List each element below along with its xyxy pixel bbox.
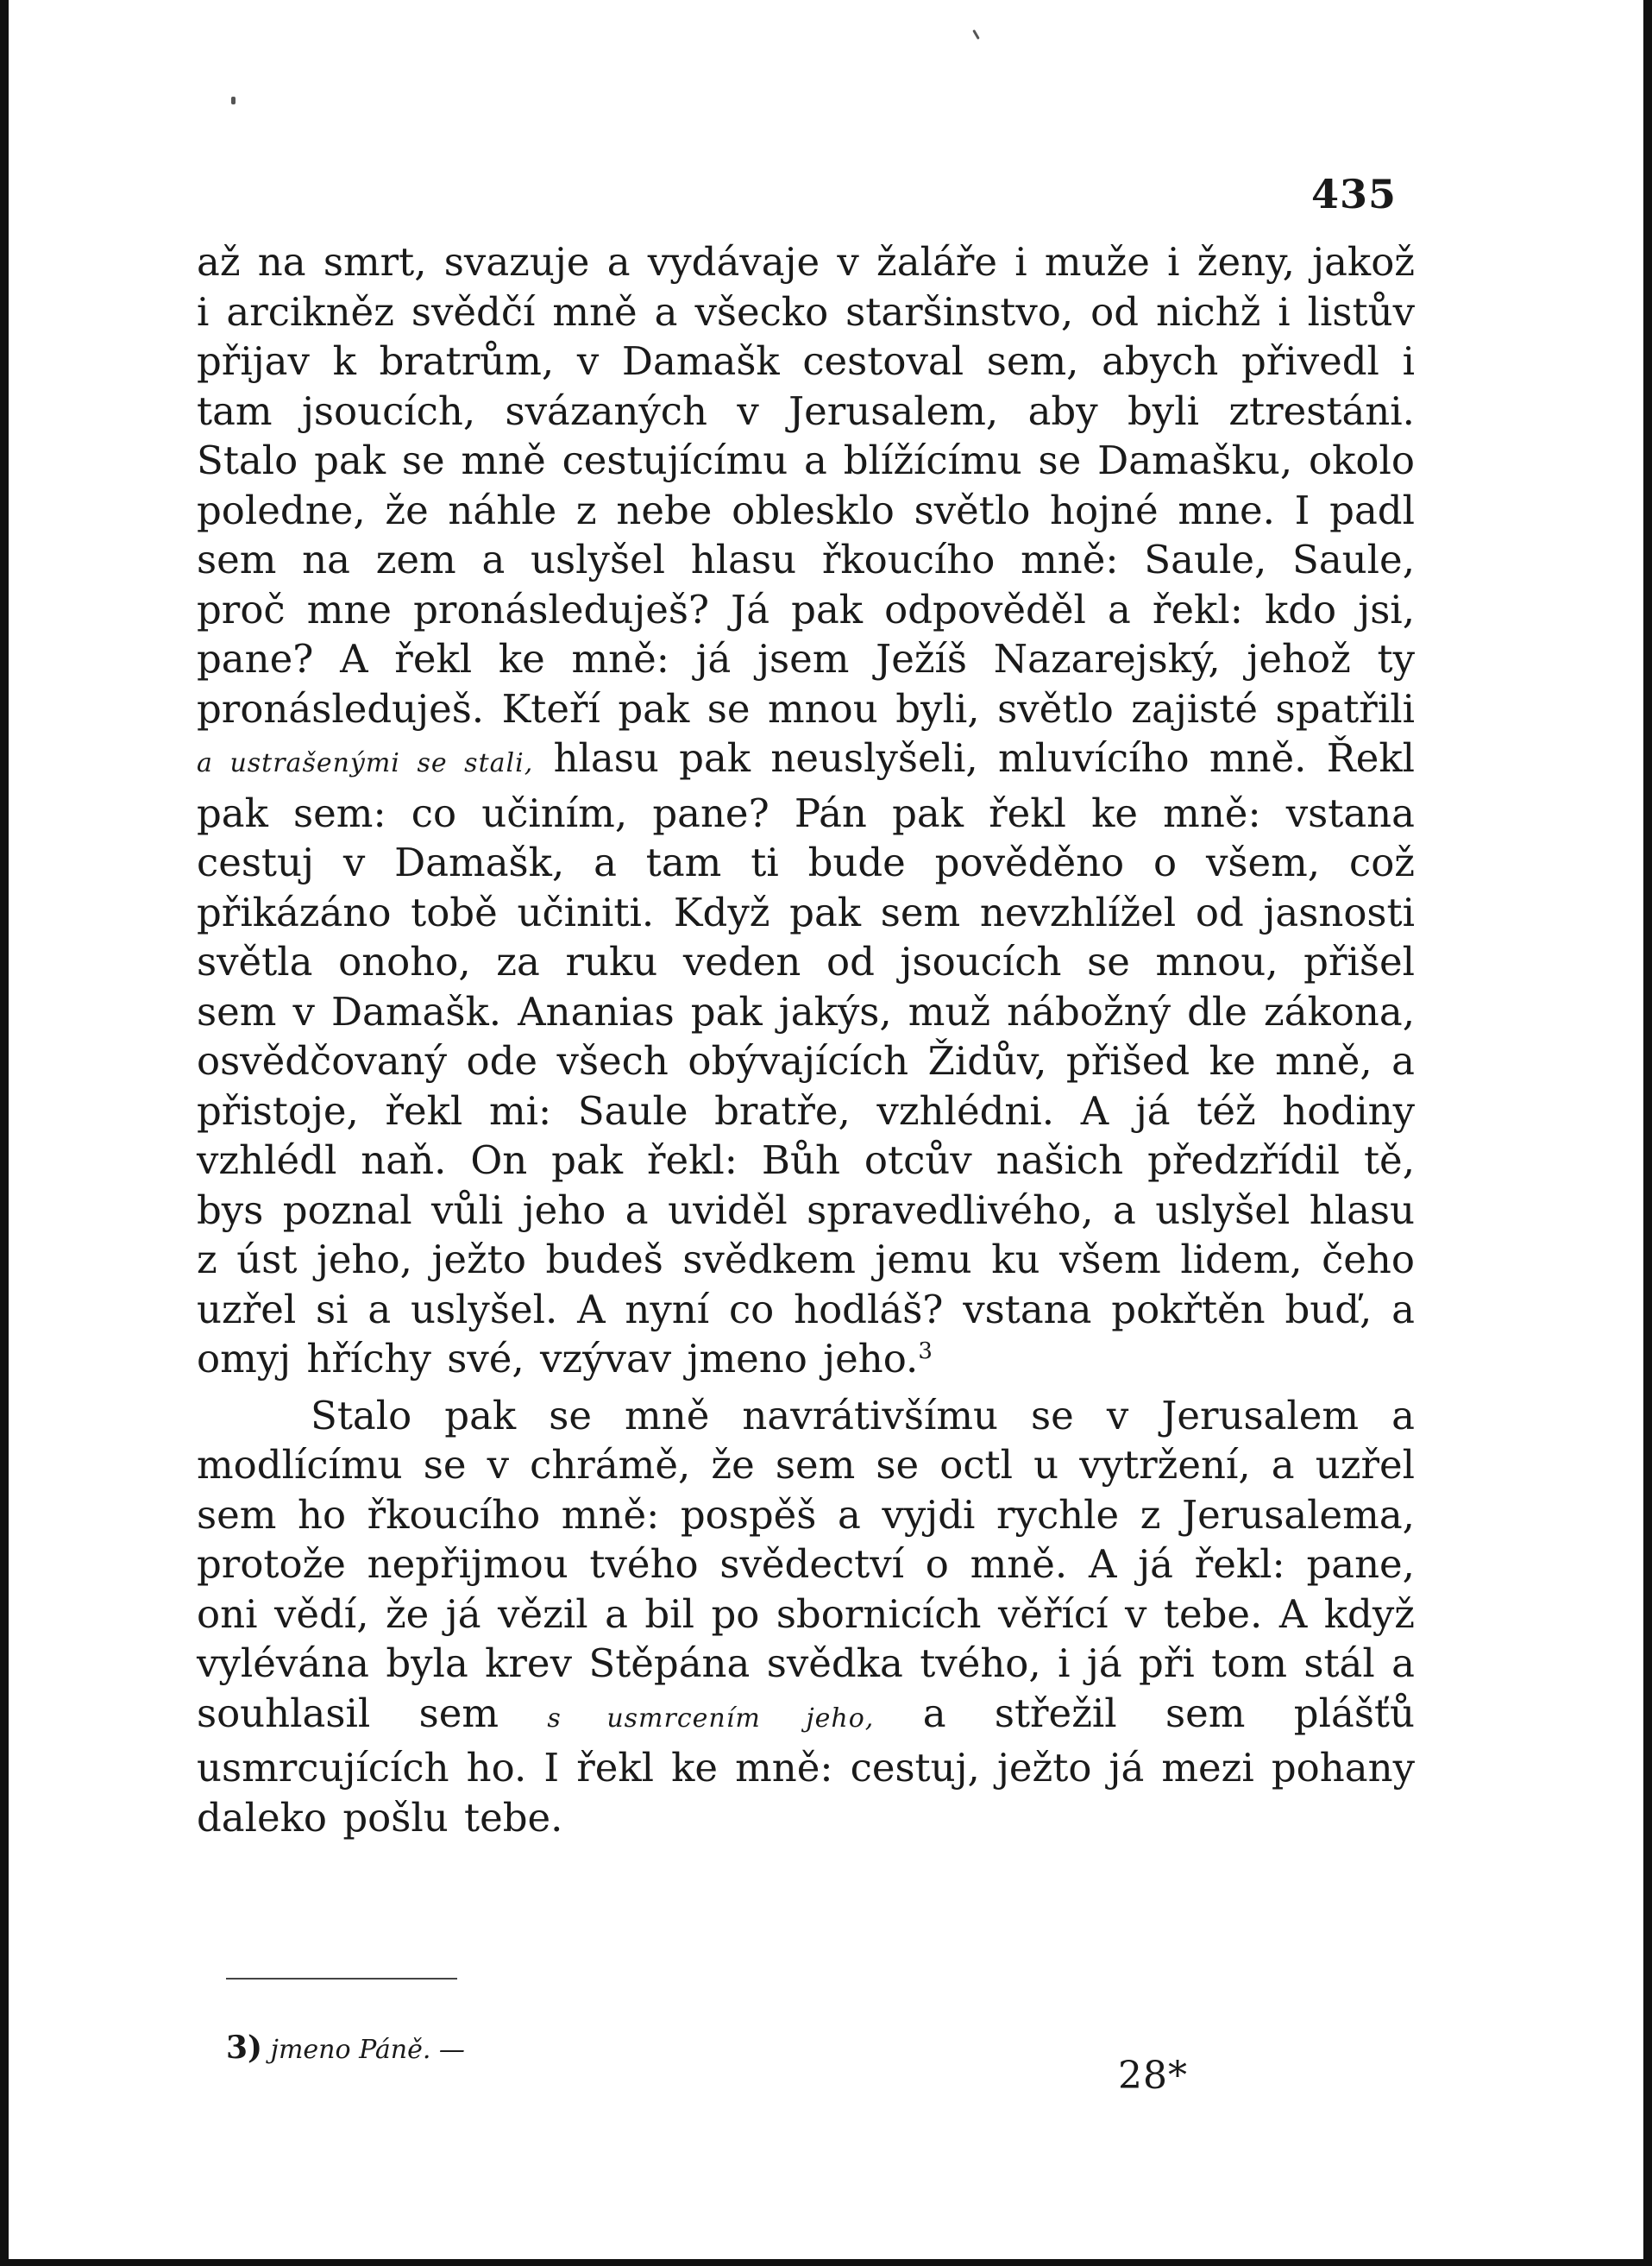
inline-gloss: a ustrašenými se stali,	[197, 748, 534, 778]
paragraph	[197, 1391, 1415, 1843]
paragraph-text: a střežil sem plášťů usmrcujících ho. I řekl ke mně: cestuj, ježto já mezi pohany daleko pošlu tebe.	[197, 1690, 1415, 1841]
paragraph-text: až na smrt, svazuje a vydávaje v žaláře i muže i ženy, jakož i arcikněz svědčí mně a všecko staršinstvo, od nichž i listův přijav k bratrům, v Damašk cestoval sem, abych přivedl i tam jsoucích, svázaných v Jerusalem, aby byli ztrestáni. Stalo pak se mně cestujícímu a blížícímu se Damašku, okolo poledne, že náhle z nebe oblesklo světlo hojné mne. I padl sem na zem a uslyšel hlasu řkoucího mně: Saule, Saule, proč mne pronásleduješ? Já pak odpověděl a řekl: kdo jsi, pane? A řekl ke mně: já jsem Ježíš Nazarejský, jehož ty pronásleduješ. Kteří pak se mnou byli, světlo zajisté spatřili	[197, 239, 1415, 732]
footnote-reference: 3	[918, 1338, 933, 1364]
page-number: 435	[1311, 171, 1398, 217]
paragraph-text: hlasu pak neuslyšeli, mluvícího mně. Řekl pak sem: co učiním, pane? Pán pak řekl ke mně: vstana cestuj v Damašk, a tam ti bude pověděno o všem, což přikázáno tobě učiniti. Když pak sem nevzhlížel od jasnosti světla onoho, za ruku veden od jsoucích se mnou, přišel sem v Damašk. Ananias pak jakýs, muž nábožný dle zákona, osvědčovaný ode všech obývajících Židův, přišed ke mně, a přistoje, řekl mi: Saule bratře, vzhlédni. A já též hodiny vzhlédl naň. On pak řekl: Bůh otcův našich předzřídil tě, bys poznal vůli jeho a uviděl spravedlivého, a uslyšel hlasu z úst jeho, ježto budeš svědkem jemu ku všem lidem, čeho uzřel si a uslyšel. A nyní co hodláš? vstana pokřtěn buď, a omyj hříchy své, vzývav jmeno jeho.	[197, 735, 1415, 1382]
scan-speck	[231, 97, 236, 104]
footnote-rule	[226, 1978, 457, 1980]
scan-border-right	[1643, 0, 1652, 2266]
scan-border-bottom	[0, 2259, 1652, 2266]
paragraph	[197, 237, 1415, 1384]
body-text	[197, 237, 1415, 1842]
signature-mark: 28*	[1118, 2054, 1188, 2098]
scan-speck	[972, 29, 980, 40]
paragraph-text: Stalo pak se mně navrátivšímu se v Jerusalem a modlícímu se v chrámě, že sem se octl u vytržení, a uzřel sem ho řkoucího mně: pospěš a vyjdi rychle z Jerusalema, protože nepřijmou tvého svědectví o mně. A já řekl: pane, oni vědí, že já vězil a bil po sbornicích věřící v tebe. A když vylévána byla krev Stěpána svědka tvého, i já při tom stál a souhlasil sem	[197, 1392, 1415, 1736]
footnote-number: 3)	[226, 2030, 263, 2066]
footnote-text: jmeno Páně. —	[270, 2035, 465, 2065]
footnote	[226, 2030, 465, 2066]
inline-gloss: s usmrcením jeho,	[547, 1703, 875, 1734]
scan-border-left	[0, 0, 9, 2266]
